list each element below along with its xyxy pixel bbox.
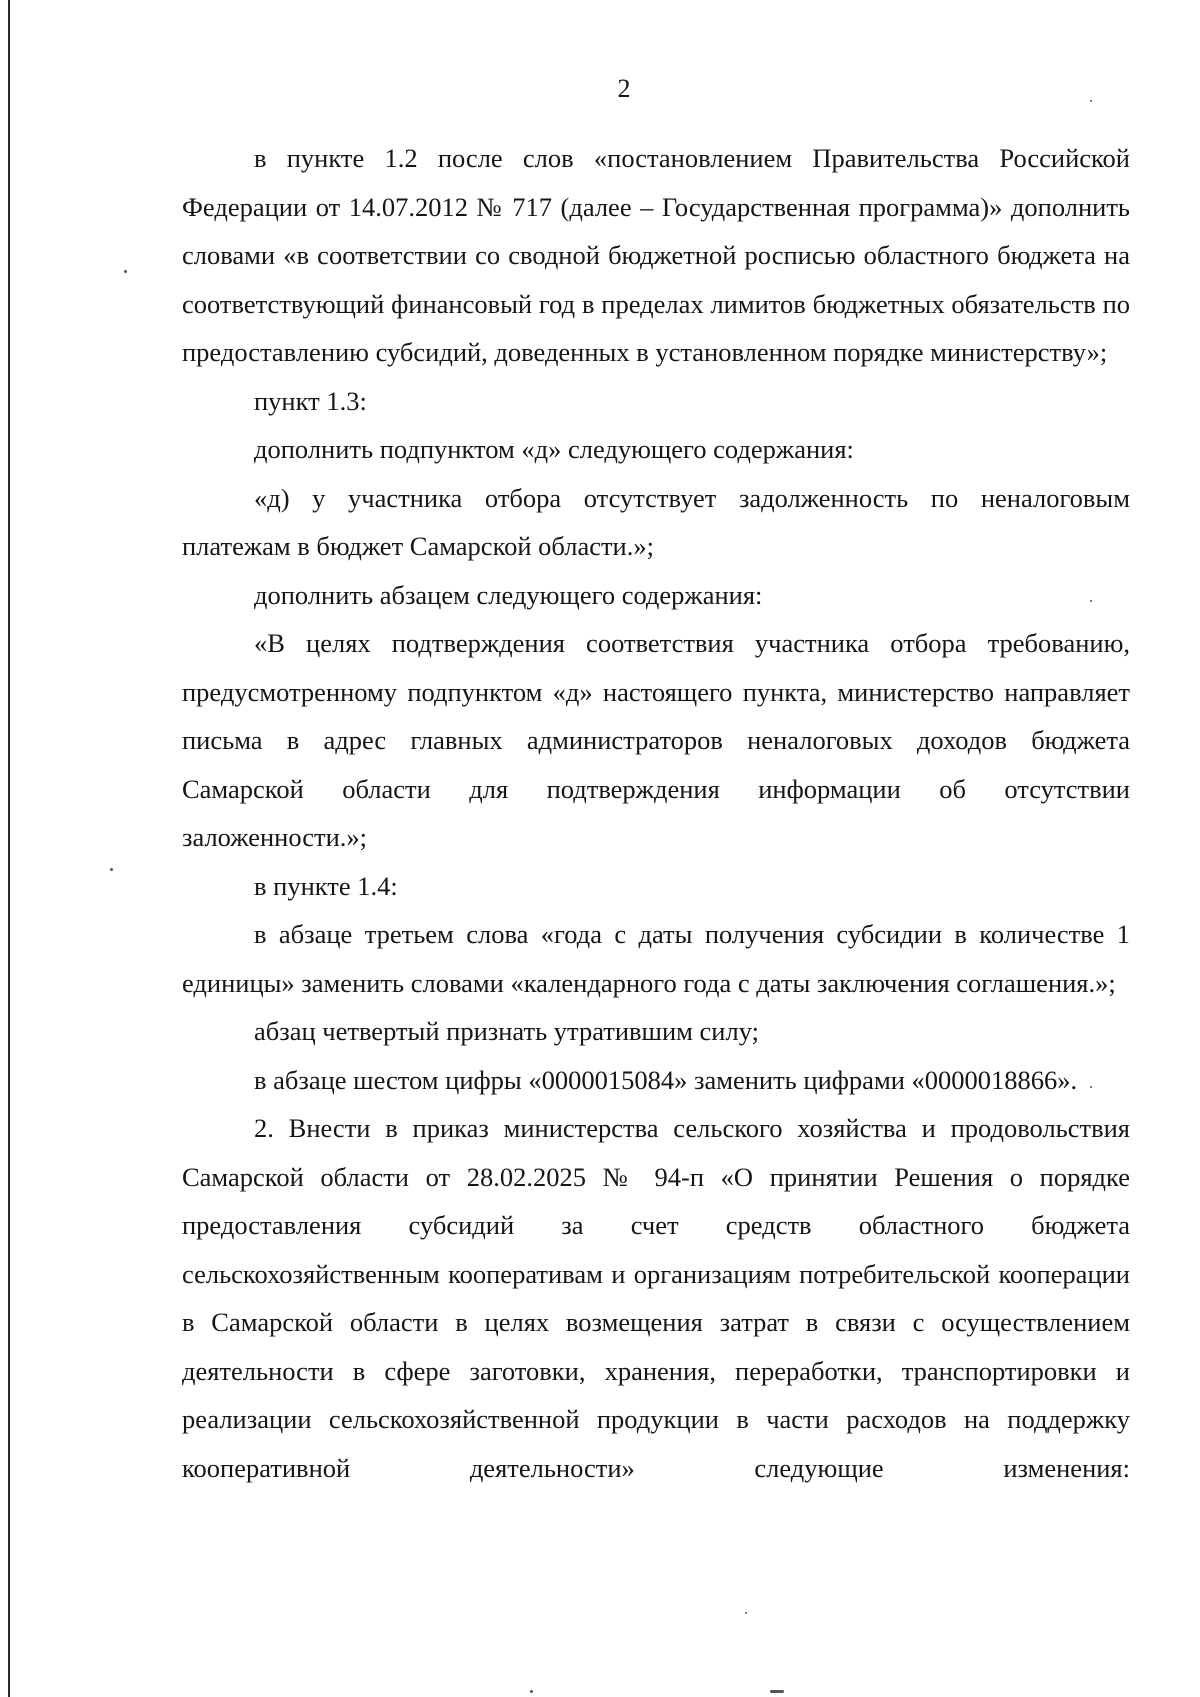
paragraph-add-paragraph: дополнить абзацем следующего содержания:: [254, 579, 763, 610]
scan-speck: [124, 270, 127, 273]
document-body: [182, 134, 1130, 1492]
scan-page-edge: [8, 0, 10, 1697]
scan-speck: [1090, 1086, 1092, 1088]
scan-speck: [1090, 600, 1092, 602]
paragraph-add-subclause-d: дополнить подпунктом «д» следующего содержания:: [254, 434, 854, 464]
paragraph-clause-1-4-heading: в пункте 1.4:: [254, 870, 398, 901]
paragraph-clause-1-3-heading: пункт 1.3:: [254, 385, 367, 416]
paragraph-confirmation-text: «В целях подтверждения соответствия участника отбора требованию, предусмотренному подпунктом «д» настоящего пункта, министерство направляет письма в адрес главных администраторов неналоговых доходов бюджета Самарской области для подтверждения информации об отсутствии заложенности.»;: [182, 628, 1130, 852]
paragraph-section-2-order-amendment: 2. Внести в приказ министерства сельского хозяйства и продовольствия Самарской области от 28.02.2025 № 94-п «О принятии Решения о порядке предоставления субсидий за счет средств областного бюджета сельскохозяйственным кооперативам и организациям потребительской кооперации в Самарской области в целях возмещения затрат в связи с осуществлением деятельности в сфере заготовки, хранения, переработки, транспортировки и реализации сельскохозяйственной продукции в части расходов на поддержку кооперативной деятельности» следующие изменения:: [182, 1113, 1130, 1483]
paragraph-fourth-paragraph-repeal: абзац четвертый признать утратившим силу;: [254, 1016, 759, 1046]
scan-speck: [110, 868, 113, 871]
scan-speck: [770, 1690, 784, 1693]
paragraph-clause-1-2-amendment: в пункте 1.2 после слов «постановлением Правительства Российской Федерации от 14.07.2012 № 717 (далее – Государственная программа)» дополнить словами «в соответствии со сводной бюджетной росписью областного бюджета на соответствующий финансовый год в пределах лимитов бюджетных обязательств по предоставлению субсидий, доведенных в установленном порядке министерству»;: [182, 143, 1130, 367]
paragraph-sixth-paragraph-digits: в абзаце шестом цифры «0000015084» заменить цифрами «0000018866».: [254, 1064, 1078, 1095]
scan-speck: [745, 1612, 747, 1614]
paragraph-third-paragraph-amendment: в абзаце третьем слова «года с даты получения субсидии в количестве 1 единицы» заменить словами «календарного года с даты заключения соглашения.»;: [182, 919, 1130, 998]
paragraph-subclause-d-text: «д) у участника отбора отсутствует задолженность по неналоговым платежам в бюджет Самарской области.»;: [182, 482, 1130, 561]
scan-speck: [530, 1690, 533, 1693]
scan-speck: [1090, 100, 1092, 102]
page-number: 2: [617, 74, 631, 103]
